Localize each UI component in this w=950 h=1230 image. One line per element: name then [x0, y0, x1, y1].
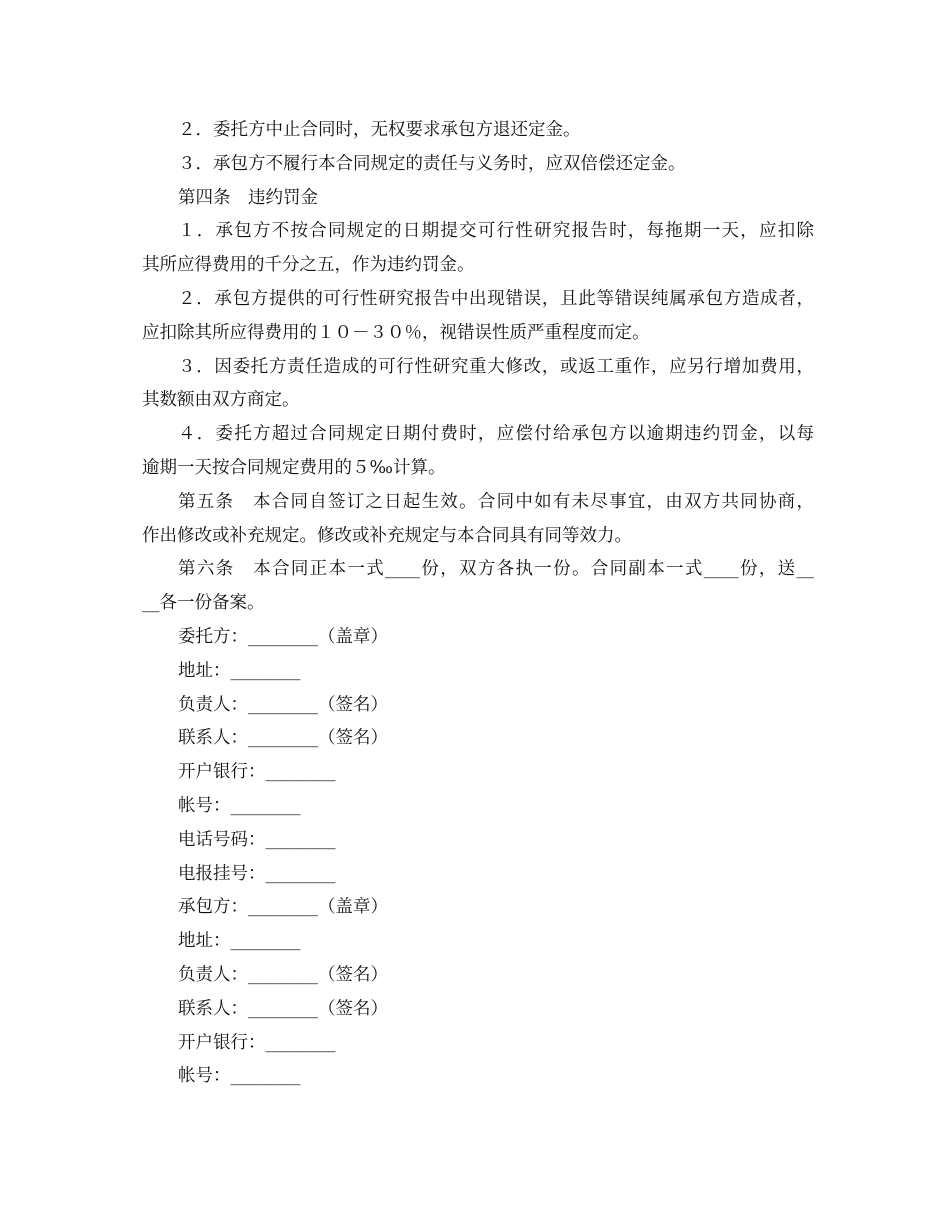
document-line: 联系人：________（签名）	[178, 998, 388, 1019]
document-line: 帐号：________	[178, 1066, 301, 1087]
document-line: ２．承包方提供的可行性研究报告中出现错误，且此等错误纯属承包方造成者，	[178, 288, 814, 309]
document-line: 帐号：________	[178, 795, 301, 816]
document-page	[142, 114, 814, 1094]
document-line: 作出修改或补充规定。修改或补充规定与本合同具有同等效力。	[142, 525, 632, 546]
document-line: 地址：________	[178, 660, 301, 681]
document-line: 委托方：________（盖章）	[178, 626, 388, 647]
document-line: 应扣除其所应得费用的１０－３０％，视错误性质严重程度而定。	[142, 322, 650, 343]
document-line: ４．委托方超过合同规定日期付费时，应偿付给承包方以逾期违约罚金，以每	[178, 424, 814, 445]
document-line: 负责人：________（签名）	[178, 694, 388, 715]
document-line: 第五条 本合同自签订之日起生效。合同中如有未尽事宜，由双方共同协商，	[178, 491, 814, 512]
document-line: 负责人：________（签名）	[178, 964, 388, 985]
document-line: ２．委托方中止合同时，无权要求承包方退还定金。	[178, 120, 581, 140]
document-line: 联系人：________（签名）	[178, 728, 388, 749]
document-line: ３．承包方不履行本合同规定的责任与义务时，应双倍偿还定金。	[178, 153, 686, 174]
document-line: １．承包方不按合同规定的日期提交可行性研究报告时，每拖期一天，应扣除	[178, 221, 814, 242]
document-line: 开户银行：________	[178, 1032, 336, 1053]
document-line: 电报挂号：________	[178, 863, 336, 884]
document-line: 逾期一天按合同规定费用的５‰计算。	[142, 457, 446, 478]
document-line: 地址：________	[178, 931, 301, 952]
document-line: __各一份备案。	[142, 593, 265, 614]
document-line: ３．因委托方责任造成的可行性研究重大修改，或返工重作，应另行增加费用，	[178, 356, 814, 377]
document-line: 开户银行：________	[178, 762, 336, 783]
document-line: 承包方：________（盖章）	[178, 897, 388, 918]
document-line: 第四条 违约罚金	[178, 187, 318, 208]
document-line: 其所应得费用的千分之五，作为违约罚金。	[142, 255, 475, 276]
document-line: 电话号码：________	[178, 829, 336, 850]
document-line: 第六条 本合同正本一式____份，双方各执一份。合同副本一式____份，送__	[178, 559, 814, 580]
document-line: 其数额由双方商定。	[142, 390, 300, 411]
